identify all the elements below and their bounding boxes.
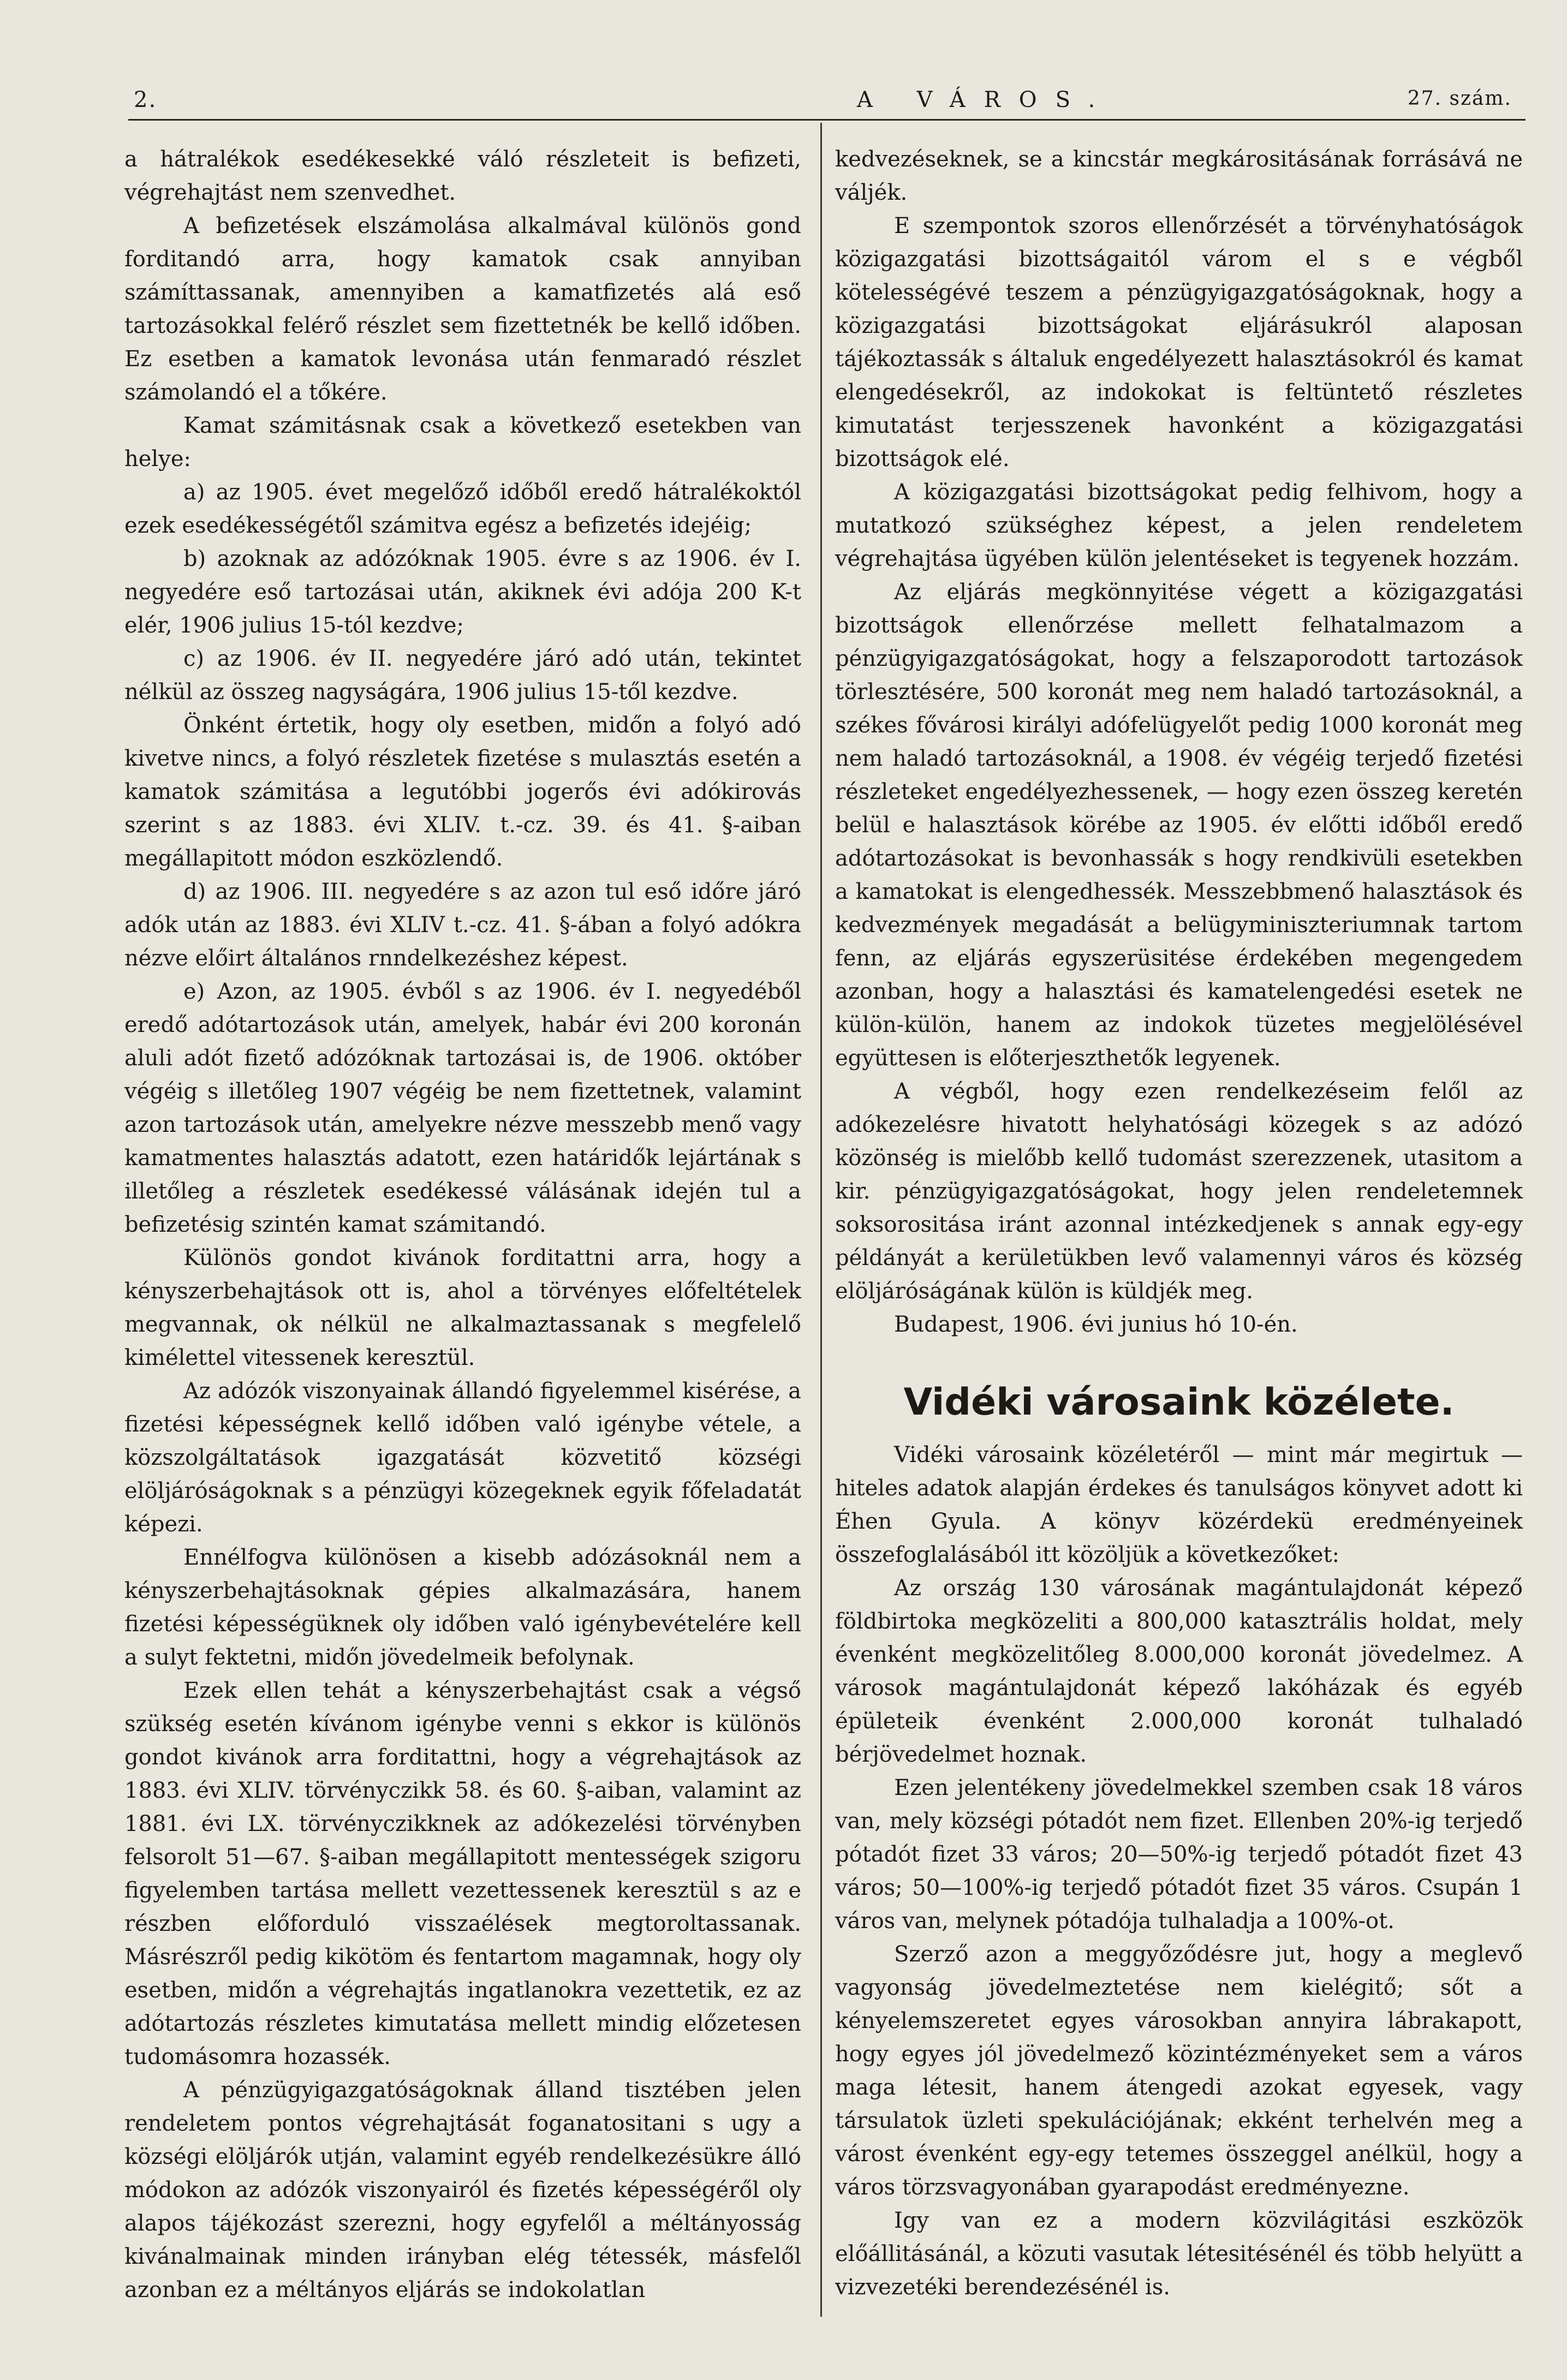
- paragraph: b) azoknak az adózóknak 1905. évre s az 1906. év I. negyedére eső tartozásai után, akiknek évi adója 200 K-t elér, 1906 julius 15-tól kezdve;: [124, 546, 801, 638]
- paragraph: E szempontok szoros ellenőrzését a törvényhatóságok közigazgatási bizottságaitól várom el s e végből kötelességévé teszem a pénzügyigazgatóságoknak, hogy a közigazgatási bizottságokat eljárásukról alaposan tájékoztassák s általuk engedélyezett halasztásokról és kamat elengedésekről, az indokokat is feltüntető részletes kimutatást terjesszenek havonként a közigazgatási bizottságok elé.: [835, 213, 1523, 472]
- left-column: [124, 143, 801, 2307]
- paragraph: A végből, hogy ezen rendelkezéseim felől az adókezelésre hivatott helyhatósági közegek s az adózó közönség is mielőbb kellő tudomást szerezzenek, utasitom a kir. pénzügyigazgatóságokat, hogy jelen rendeletemnek soksorositása iránt azonnal intézkedjenek s annak egy-egy példányát a kerületükben levő valamennyi város és község elöljáróságának külön is küldjék meg.: [835, 1079, 1523, 1304]
- paragraph: a hátralékok esedékesekké váló részleteit is befizeti, végrehajtást nem szenvedhet.: [124, 147, 801, 205]
- paragraph: kedvezéseknek, se a kincstár megkárositásának forrásává ne váljék.: [835, 147, 1523, 205]
- paragraph: Vidéki városaink közéletéről — mint már megirtuk — hiteles adatok alapján érdekes és tanulságos könyvet adott ki Éhen Gyula. A könyv közérdekü eredményeinek összefoglalásából itt közöljük a következőket:: [835, 1442, 1523, 1567]
- page-header: [126, 76, 1523, 120]
- paragraph: A befizetések elszámolása alkalmával különös gond forditandó arra, hogy kamatok csak annyiban számíttassanak, amennyiben a kamatfizetés alá eső tartozásokkal felérő részlet sem fizettetnék be kellő időben. Ez esetben a kamatok levonása után fenmaradó részlet számolandó el a tőkére.: [124, 213, 801, 405]
- paragraph: d) az 1906. III. negyedére s az azon tul eső időre járó adók után az 1883. évi XLIV t.-cz. 41. §-ában a folyó adókra nézve előirt általános rnndelkezéshez képest.: [124, 879, 801, 971]
- paragraph: a) az 1905. évet megelőző időből eredő hátralékoktól ezek esedékességétől számitva egész a befizetés idejéig;: [124, 480, 801, 538]
- paragraph: Önként értetik, hogy oly esetben, midőn a folyó adó kivetve nincs, a folyó részletek fizetése s mulasztás esetén a kamatok számitása a legutóbbi jogerős évi adókirovás szerint s az 1883. évi XLIV. t.-cz. 39. és 41. §-aiban megállapitott módon eszközlendő.: [124, 713, 801, 871]
- page-number: 2.: [134, 87, 157, 112]
- paragraph: Szerző azon a meggyőződésre jut, hogy a meglevő vagyonság jövedelmeztetése nem kielégitő; sőt a kényelemszeretet egyes városokban annyira lábrakapott, hogy egyes jól jövedelmező közintézményeket sem a város maga létesit, hanem átengedi azokat egyesek, vagy társulatok üzleti spekulációjának; ekként terhelvén meg a várost évenként egy-egy tetemes összeggel anélkül, hogy a város törzsvagyonában gyarapodást eredményezne.: [835, 1942, 1523, 2200]
- paragraph: A közigazgatási bizottságokat pedig felhivom, hogy a mutatkozó szükséghez képest, a jelen rendeletem végrehajtása ügyében külön jelentéseket is tegyenek hozzám.: [835, 480, 1523, 571]
- right-column: [835, 143, 1523, 2304]
- paragraph: A pénzügyigazgatóságoknak álland tisztében jelen rendeletem pontos végrehajtását foganatositani s ugy a községi elöljárók utján, valamint egyéb rendelkezésükre álló módokon az adózók viszonyairól és fizetés képességéről oly alapos tájékozást szerezni, hogy egyfelől a méltányosság kivánalmainak minden irányban elég tétessék, másfelől azonban ez a méltányos eljárás se indokolatlan: [124, 2078, 801, 2303]
- paragraph: Az ország 130 városának magántulajdonát képező földbirtoka megközeliti a 800,000 katasztrális holdat, mely évenként megközelitőleg 8.000,000 koronát jövedelmez. A városok magántulajdonát képező lakóházak és egyéb épületeik évenként 2.000,000 koronát tulhaladó bérjövedelmet hoznak.: [835, 1576, 1523, 1767]
- newspaper-title: A VÁROS.: [857, 87, 1114, 112]
- paragraph: Ezek ellen tehát a kényszerbehajtást csak a végső szükség esetén kívánom igénybe venni s ekkor is különös gondot kivánok arra forditattni, hogy a végrehajtások az 1883. évi XLIV. törvényczikk 58. és 60. §-aiban, valamint az 1881. évi LX. törvényczikknek az adókezelési törvényben felsorolt 51—67. §-aiban megállapitott mentességek szigoru figyelemben tartása mellett vezettessenek keresztül s az e részben előforduló visszaélések megtoroltassanak. Másrészről pedig kikötöm és fentartom magamnak, hogy oly esetben, midőn a végrehajtás ingatlanokra vezettetik, ez az adótartozás részletes kimutatása mellett mindig előzetesen tudomásomra hozassék.: [124, 1678, 801, 2069]
- paragraph: Különös gondot kivánok forditattni arra, hogy a kényszerbehajtások ott is, ahol a törvényes előfeltételek megvannak, ok nélkül ne alkalmaztassanak s megfelelő kimélettel vitessenek keresztül.: [124, 1245, 801, 1370]
- header-rule: [128, 119, 1526, 121]
- paragraph: e) Azon, az 1905. évből s az 1906. év I. negyedéből eredő adótartozások után, amelyek, habár évi 200 koronán aluli adót fizető adózóknak tartozásai is, de 1906. október végéig s illetőleg 1907 végéig be nem fizettetnek, valamint azon tartozások után, amelyekre nézve messzebb menő vagy kamatmentes halasztás adatott, ezen határidők lejártának s illetőleg a részletek esedékessé válásának idején tul a befizetésig szintén kamat számitandó.: [124, 979, 801, 1237]
- section-heading: Vidéki városaink közélete.: [903, 1381, 1455, 1424]
- paragraph: Ennélfogva különösen a kisebb adózásoknál nem a kényszerbehajtásoknak gépies alkalmazására, hanem fizetési képességüknek oly időben való igénybevételére kell a sulyt fektetni, midőn jövedelmeik befolynak.: [124, 1545, 801, 1670]
- paragraph: Kamat számitásnak csak a következő esetekben van helye:: [124, 413, 801, 472]
- paragraph: Az adózók viszonyainak állandó figyelemmel kisérése, a fizetési képességnek kellő időben való igénybe vétele, a közszolgáltatások igazgatását közvetitő községi elöljáróságoknak s a pénzügyi közegeknek egyik főfeladatát képezi.: [124, 1379, 801, 1537]
- dateline: Budapest, 1906. évi junius hó 10-én.: [894, 1312, 1298, 1337]
- paragraph: c) az 1906. év II. negyedére járó adó után, tekintet nélkül az összeg nagyságára, 1906 julius 15-től kezdve.: [124, 646, 801, 705]
- paragraph: Igy van ez a modern közvilágitási eszközök előállitásánál, a közuti vasutak létesitésénél és több helyütt a vizvezetéki berendezésénél is.: [835, 2208, 1523, 2300]
- paragraph: Ezen jelentékeny jövedelmekkel szemben csak 18 város van, mely községi pótadót nem fizet. Ellenben 20%-ig terjedő pótadót fizet 33 város; 20—50%-ig terjedő pótadót fizet 43 város; 50—100%-ig terjedő pótadót fizet 35 város. Csupán 1 város van, melynek pótadója tulhaladja a 100%-ot.: [835, 1775, 1523, 1934]
- issue-number: 27. szám.: [1407, 87, 1512, 110]
- column-divider: [820, 123, 822, 2317]
- paragraph: Az eljárás megkönnyitése végett a közigazgatási bizottságok ellenőrzése mellett felhatalmazom a pénzügyigazgatóságokat, hogy a felszaporodott tartozások törlesztésére, 500 koronát meg nem haladó tartozásoknál, a székes fővárosi királyi adófelügyelőt pedig 1000 koronát meg nem haladó tartozásoknál, a 1908. év végéig terjedő fizetési részleteket engedélyezhessenek, — hogy ezen összeg keretén belül e halasztások körébe az 1905. év előtti időből eredő adótartozásokat is bevonhassák s hogy rendkivüli esetekben a kamatokat is elengedhessék. Messzebbmenő halasztások és kedvezmények megadását a belügyminiszteriumnak tartom fenn, az eljárás egyszerüsitése érdekében megengedem azonban, hogy a halasztási és kamatelengedési esetek ne külön-külön, hanem az indokok tüzetes megjelölésével együttesen is előterjeszthetők legyenek.: [835, 580, 1523, 1071]
